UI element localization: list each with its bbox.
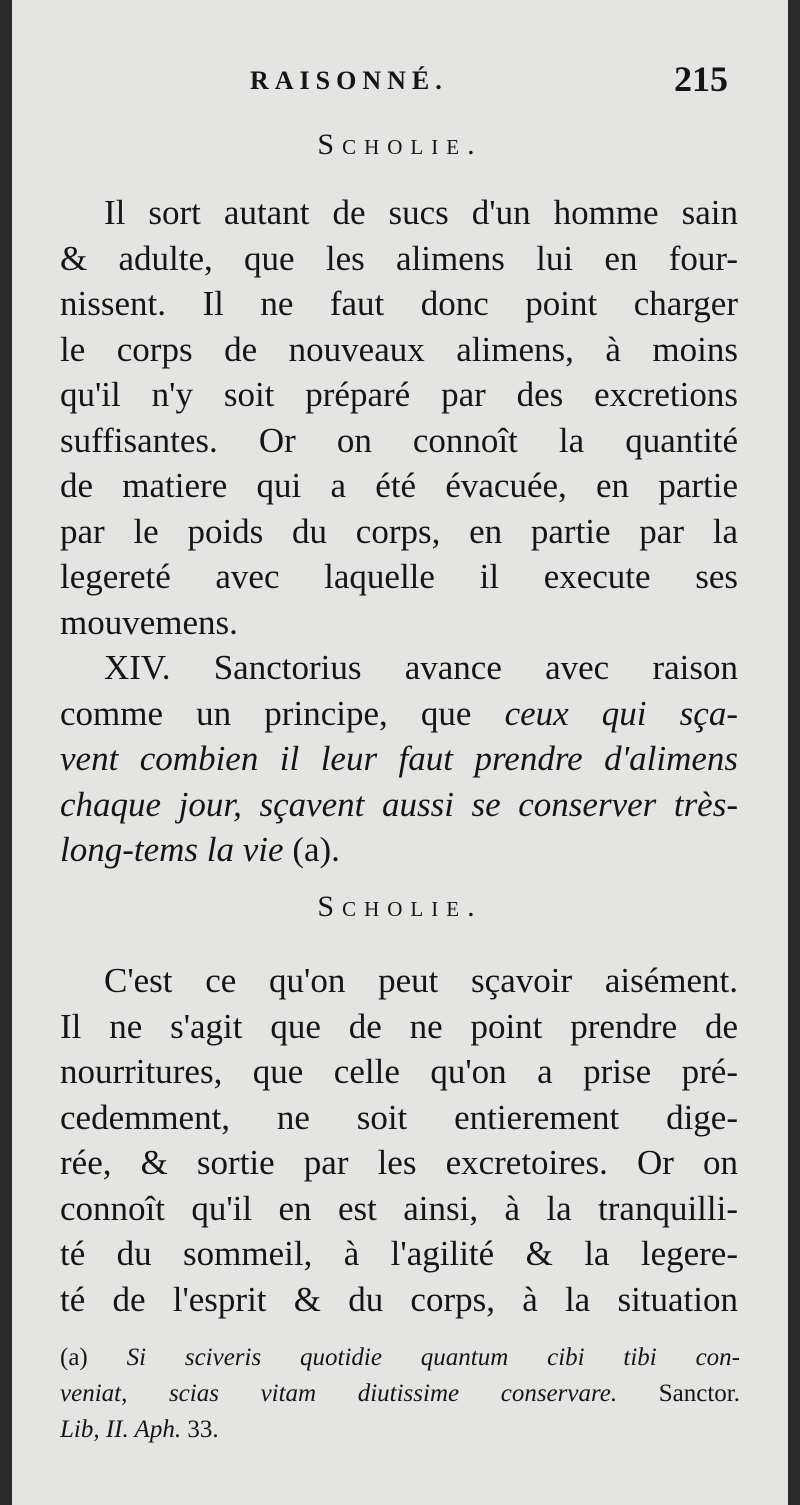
italic-segment: ceux qui sça- [504, 693, 738, 733]
text-segment: 33. [181, 1416, 219, 1443]
text-line: suffisantes. Or on connoît la quantité [60, 420, 738, 460]
footnote-line [60, 1412, 740, 1448]
italic-segment: vent combien il leur faut prendre d'alimens [60, 739, 738, 778]
book-page [12, 0, 788, 1505]
text-line: legereté avec laquelle il execute ses [60, 557, 738, 596]
italic-segment: Si sciveris quotidie quantum cibi tibi con- [126, 1344, 740, 1371]
text-line: té de l'esprit & du corps, à la situation [60, 1279, 738, 1319]
text-line: XIV. Sanctorius avance avec raison [104, 648, 738, 687]
scholie-1-paragraph [60, 190, 738, 645]
scholie-2-paragraph [60, 958, 738, 1322]
text-line: le corps de nouveaux alimens, à moins [60, 329, 738, 369]
text-line [60, 827, 738, 873]
text-line: Il sort autant de sucs d'un homme sain [104, 193, 738, 232]
text-line: cedemment, ne soit entierement dige- [60, 1097, 738, 1137]
footnote-marker: (a) [60, 1344, 88, 1371]
page-number: 215 [674, 59, 728, 99]
text-line: Il ne s'agit que de ne point prendre de [60, 1006, 738, 1046]
text-line: de matiere qui a été évacuée, en partie [60, 466, 738, 505]
text-line [60, 691, 738, 737]
footnote [60, 1340, 740, 1448]
text-segment: Sanctor. [617, 1380, 740, 1407]
text-line: C'est ce qu'on peut sçavoir aisément. [104, 961, 738, 1000]
italic-segment: Lib, II. Aph. [60, 1416, 182, 1443]
text-line [60, 782, 738, 828]
scholie-heading-1: Scholie. [317, 128, 483, 161]
running-title: RAISONNÉ. [250, 66, 448, 95]
text-line: rée, & sortie par les excretoires. Or on [60, 1143, 738, 1182]
text-segment: (a). [283, 830, 340, 869]
footnote-line [60, 1376, 740, 1412]
text-line: qu'il n'y soit préparé par des excretions [60, 375, 738, 414]
footnote-line [60, 1340, 740, 1376]
text-line: té du sommeil, à l'agilité & la legere- [60, 1234, 738, 1273]
italic-segment: veniat, scias vitam diutissime conservare. [60, 1380, 618, 1407]
text-line: connoît qu'il en est ainsi, à la tranquilli- [60, 1188, 738, 1228]
text-line: nissent. Il ne faut donc point charger [60, 284, 738, 323]
text-line [60, 736, 738, 782]
italic-segment: chaque jour, sçavent aussi se conserver très- [60, 784, 738, 824]
page-header [12, 58, 788, 108]
text-line: par le poids du corps, en partie par la [60, 511, 738, 551]
italic-segment: long-tems la vie [60, 830, 284, 869]
text-line: mouvemens. [60, 602, 238, 642]
article-xiv-paragraph [60, 645, 738, 873]
text-line: & adulte, que les alimens lui en four- [60, 238, 738, 278]
text-segment: comme un principe, que [60, 693, 505, 733]
scholie-heading-2: Scholie. [317, 890, 483, 923]
text-line: nourritures, que celle qu'on a prise pré- [60, 1052, 738, 1091]
